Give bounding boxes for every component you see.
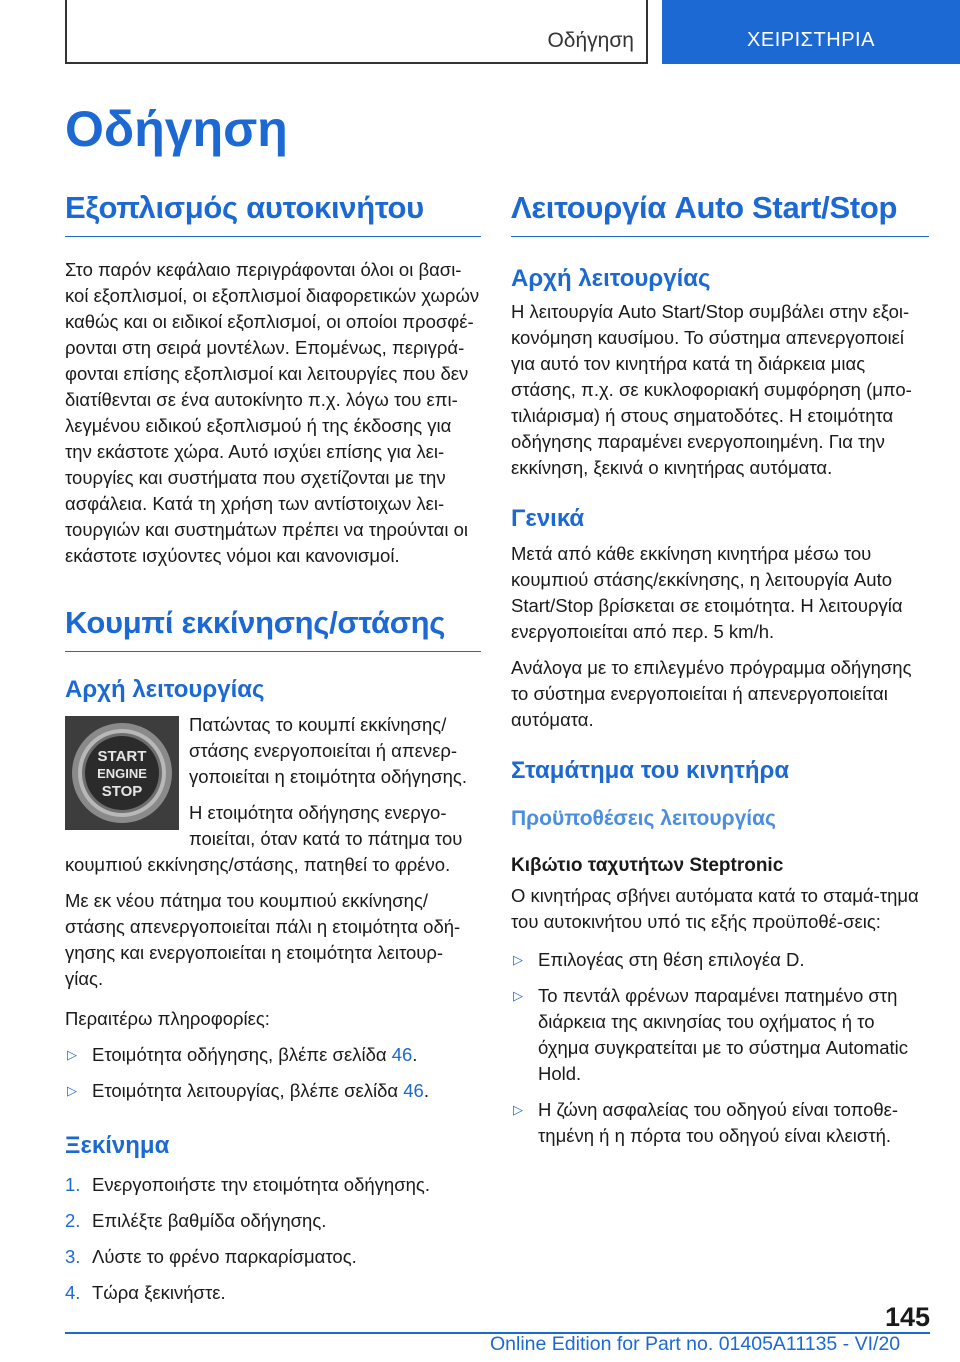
header-chapter-tab: ΧΕΙΡΙΣΤΗΡΙΑ [662, 0, 960, 64]
start-stop-button-image [65, 716, 179, 830]
page-link[interactable]: 46 [391, 1044, 413, 1065]
list-item: ▷ Επιλογέας στη θέση επιλογέα D. [511, 947, 929, 973]
button-label-stop: STOP [101, 783, 143, 800]
start-stop-button-icon [65, 716, 179, 830]
auto-principle-heading: Αρχή λειτουργίας [511, 265, 711, 292]
page-title: Οδήγηση [65, 101, 288, 157]
more-info-list [65, 1042, 481, 1104]
auto-principle-text: Η λειτουργία Auto Start/Stop συμβάλει στην εξοι-κονόμηση καυσίμου. Το σύστημα απενεργοποιεί για αυτό τον κινητήρα κατά τη διάρκεια μιας στάσης, π.χ. σε κυκλοφοριακή συμφόρηση (μπο-τιλιάρισμα) ή στους σηματοδότες. Η ετοιμότητα οδήγησης παραμένει ενεργοποιημένη. Για την εκκίνηση, ξεκινά ο κινητήρας αυτόματα. [511, 301, 912, 478]
general-p2: Ανάλογα με το επιλεγμένο πρόγραμμα οδήγησης το σύστημα ενεργοποιείται ή απενεργοποιείται αυτόματα. [511, 657, 912, 730]
list-item: ▷ Ετοιμότητα οδήγησης, βλέπε σελίδα 46. [65, 1042, 481, 1068]
conditions-heading: Προϋποθέσεις λειτουργίας [511, 807, 776, 830]
list-item: 4. Τώρα ξεκινήστε. [65, 1282, 226, 1303]
page-number: 145 [884, 1302, 930, 1332]
general-heading: Γενικά [511, 505, 585, 532]
button-label-engine: ENGINE [97, 766, 147, 781]
button-p2: Η ετοιμότητα οδήγησης ενεργο-ποιείται, όταν κατά το πάτημα του κουμπιού εκκίνησης/στάσης, πατηθεί το φρένο. [65, 802, 463, 875]
button-principle-heading: Αρχή λειτουργίας [65, 676, 265, 703]
gearbox-heading: Κιβώτιο ταχυτήτων Steptronic [511, 855, 784, 876]
header-section-title: Οδήγηση [547, 29, 634, 52]
general-p1: Μετά από κάθε εκκίνηση κινητήρα μέσω του κουμπιού στάσης/εκκίνησης, η λειτουργία Auto Start/Stop βρίσκεται σε ετοιμότητα. Η λειτουργία ενεργοποιείται από περ. 5 km/h. [511, 543, 903, 642]
list-item: ▷ Ετοιμότητα λειτουργίας, βλέπε σελίδα 46. [65, 1078, 481, 1104]
list-item: 1. Ενεργοποιήστε την ετοιμότητα οδήγησης. [65, 1174, 430, 1195]
left-column [65, 190, 481, 1306]
list-item: ▷ Το πεντάλ φρένων παραμένει πατημένο στη διάρκεια της ακινησίας του οχήματος ή το όχημα συγκρατείται με το σύστημα Automatic Hold. [513, 985, 909, 1084]
auto-start-stop-heading: Λειτουργία Auto Start/Stop [511, 190, 929, 237]
gearbox-text: Ο κινητήρας σβήνει αυτόματα κατά το σταμά-τημα του αυτοκινήτου υπό τις εξής προϋποθέ-σεις: [511, 885, 919, 932]
list-item: ▷ Η ζώνη ασφαλείας του οδηγού είναι τοποθε-τημένη ή η πόρτα του οδηγού είναι κλειστή. [513, 1099, 899, 1146]
start-heading: Ξεκίνημα [65, 1132, 170, 1159]
list-item: 2. Επιλέξτε βαθμίδα οδήγησης. [65, 1210, 327, 1231]
header-section-box [65, 0, 648, 64]
start-steps [65, 1172, 481, 1306]
triangle-bullet-icon: ▷ [513, 1102, 523, 1117]
triangle-bullet-icon: ▷ [67, 1047, 77, 1062]
button-p3: Με εκ νέου πάτημα του κουμπιού εκκίνησης/ στάσης απενεργοποιείται πάλι η ετοιμότητα οδή-γησης και ενεργοποιείται η ετοιμότητα λειτουρ-γίας. [65, 890, 461, 989]
equipment-text: Στο παρόν κεφάλαιο περιγράφονται όλοι οι βασι-κοί εξοπλισμοί, οι εξοπλισμοί διαφορετικών χωρών καθώς και οι ειδικοί εξοπλισμοί, οι οποίοι προσφέ-ρονται στη σειρά μοντέλων. Επομένως, περιγρά-φονται επίσης εξοπλισμοί και λειτουργίες που δεν διατίθενται σε ένα αυτοκίνητο π.χ. λόγω του επι-λεγμένου ειδικού εξοπλισμού ή της έκδοσης για την εκάστοτε χώρα. Αυτό ισχύει επίσης για λει-τουργίες και συστήματα που σχετίζονται με την ασφάλεια. Κατά τη χρήση των αντίστοιχων λει-τουργιών και συστημάτων πρέπει να τηρούνται οι εκάστοτε ισχύοντες νόμοι και κανονισμοί. [65, 259, 480, 566]
triangle-bullet-icon: ▷ [67, 1083, 77, 1098]
right-column [511, 190, 929, 1149]
page-link[interactable]: 46 [403, 1080, 424, 1101]
triangle-bullet-icon: ▷ [513, 988, 523, 1003]
footer-edition: Online Edition for Part no. 01405A11135 - VI/20 [490, 1333, 901, 1355]
engine-stop-heading: Σταμάτημα του κινητήρα [511, 757, 790, 784]
triangle-bullet-icon: ▷ [513, 952, 523, 967]
button-label-start: START [97, 748, 147, 765]
button-principle-block [65, 712, 481, 878]
conditions-list [511, 947, 929, 1149]
button-p1: Πατώντας το κουμπί εκκίνησης/ στάσης ενεργοποιείται ή απενερ-γοποιείται η ετοιμότητα οδήγησης. [189, 714, 467, 787]
button-heading: Κουμπί εκκίνησης/στάσης [65, 605, 481, 652]
more-info-label: Περαιτέρω πληροφορίες: [65, 1008, 270, 1029]
list-item: 3. Λύστε το φρένο παρκαρίσματος. [65, 1246, 357, 1267]
equipment-heading: Εξοπλισμός αυτοκινήτου [65, 190, 481, 237]
